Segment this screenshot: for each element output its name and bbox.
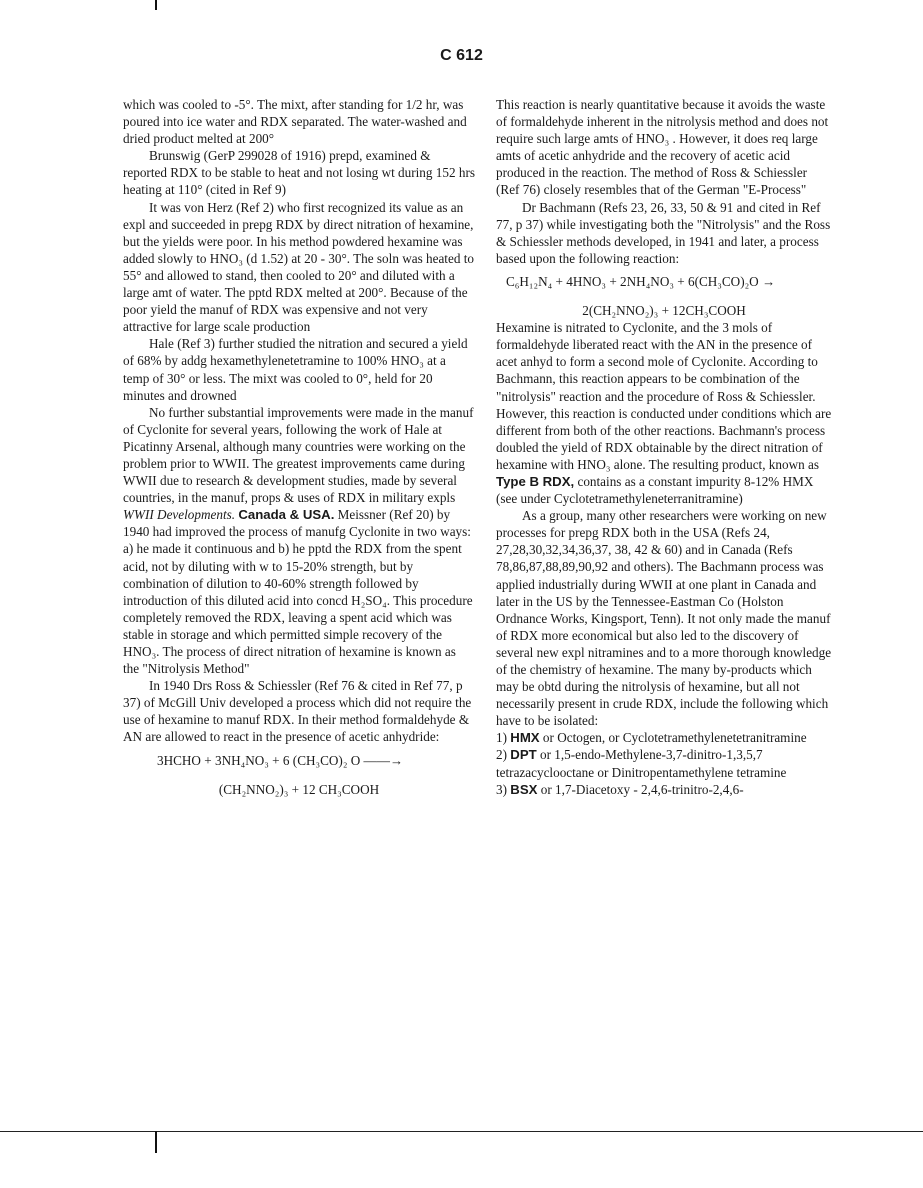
paragraph xyxy=(496,319,832,507)
list-item-text: or 1,5-endo-Methylene-3,7-dinitro-1,3,5,7 tetrazacyclooctane or Dinitropentamethylene tetramine xyxy=(496,747,787,780)
paragraph-body: Meissner (Ref 20) by 1940 had improved the process of manufg Cyclonite in two ways: a) he made it continuous and b) he pptd the RDX from the spent acid, not by diluting with w to 15-20% strength, but by combination of dilution to 40-60% strength followed by introduction of this diluted acid into concd H₂SO₄. This procedure completely removed the RDX, leaving a spent acid which was stable in storage and which permitted simple recovery of the HNO₃. The process of direct nitration of hexamine is known as the "Nitrolysis Method" xyxy=(123,507,473,677)
list-item xyxy=(496,781,832,798)
equation-line: 3HCHO + 3NH₄NO₃ + 6 (CH₃CO)₂ O ——→ xyxy=(157,752,404,768)
paragraph: Brunswig (GerP 299028 of 1916) prepd, examined & reported RDX to be stable to heat and not losing wt during 152 hrs heating at 110° (cited in Ref 9) xyxy=(123,148,475,198)
paragraph: Dr Bachmann (Refs 23, 26, 33, 50 & 91 and cited in Ref 77, p 37) while investigating both the "Nitrolysis" and the Ross & Schiessler methods developed, in 1941 and later, a process based upon the following reaction: xyxy=(496,199,831,266)
bottom-rule xyxy=(0,1131,923,1132)
section-paragraph xyxy=(123,506,475,677)
equation-line: (CH₂NNO₂)₃ + 12 CH₃COOH xyxy=(218,781,380,797)
list-number: 1) xyxy=(496,730,507,746)
paragraph: Hale (Ref 3) further studied the nitration and secured a yield of 68% by addg hexamethylenetetramine to 100% HNO₃ at a temp of 30° or less. The mixt was cooled to 0°, held for 20 minutes and drowned xyxy=(123,336,468,403)
page-number: C 612 xyxy=(440,47,483,64)
compound-name: DPT xyxy=(510,747,537,763)
paragraph: It was von Herz (Ref 2) who first recognized its value as an expl and succeeded in prepg RDX by direct nitration of hexamine, but the yields were poor. In his method powdered hexamine was added slowly to HNO₃ (d 1.52) at 20 - 30°. The soln was heated to 55° and allowed to stand, then cooled to 20° and diluted with a large amt of water. The pptd RDX melted at 200°. Because of the poor yield the manuf of RDX was expensive and not very attractive for large scale production xyxy=(123,199,474,335)
list-item-text: or 1,7-Diacetoxy - 2,4,6-trinitro-2,4,6- xyxy=(540,781,744,797)
right-column xyxy=(496,96,832,798)
paragraph-body: Hexamine is nitrated to Cyclonite, and the 3 mols of formaldehyde liberated react with the AN in the presence of acet anhyd to form a second mole of Cyclonite. According to Bachmann, this reaction appears to be combination of the "nitrolysis" reaction and the procedure of Ross & Schiessler. However, this reaction is conducted under conditions which are different from both of the other reactions. Bachmann's process doubled the yield of RDX obtainable by the direct nitration of hexamine with HNO₃ alone. The resulting product, known as xyxy=(496,320,832,472)
compound-name: HMX xyxy=(510,730,540,746)
list-item xyxy=(496,729,832,746)
equation-line: 2(CH₂NNO₂)₃ + 12CH₃COOH xyxy=(582,303,746,319)
subsection-heading: Canada & USA. xyxy=(238,507,335,523)
paragraph: This reaction is nearly quantitative because it avoids the waste of formaldehyde inherent in the nitrolysis method and does not require such large amts of HNO₃ . However, it does req large amts of acetic anhydride and the recovery of acetic acid produced in the reaction. The method of Ross & Schiessler (Ref 76) closely resembles that of the German "E-Process" xyxy=(496,97,829,198)
product-term: Type B RDX, xyxy=(496,473,575,489)
paragraph: As a group, many other researchers were working on new processes for prepg RDX both in the USA (Refs 24, 27,28,30,32,34,36,37, 38, 42 & 60) and in Canada (Refs 78,86,87,88,89,90,92 and others). The Bachmann process was applied industrially during WWII at one plant in Canada and later in the US by the Tennessee-Eastman Co (Holston Ordnance Works, Kingsport, Tenn). It not only made the manuf of RDX more economical but also led to the discovery of several new expl nitramines and to a more thorough knowledge of the chemistry of hexamine. The many by-products which may be obtd during the nitrolysis of hexamine, but all not necessarily present in crude RDX, include the following which have to be isolated: xyxy=(496,508,832,729)
list-item-text: or Octogen, or Cyclotetramethylenetetranitramine xyxy=(542,730,807,746)
section-heading: WWII Developments. xyxy=(123,507,236,523)
paragraph: In 1940 Drs Ross & Schiessler (Ref 76 & cited in Ref 77, p 37) of McGill Univ developed a process which did not require the use of hexamine to manuf RDX. In their method formaldehyde & AN are allowed to react in the presence of acetic anhydride: xyxy=(123,678,472,745)
list-item xyxy=(496,746,832,780)
crop-mark-top xyxy=(155,0,157,10)
paragraph: which was cooled to -5°. The mixt, after standing for 1/2 hr, was poured into ice water and RDX separated. The water-washed and dried product melted at 200° xyxy=(123,97,467,147)
equation-line: C₆H₁₂N₄ + 4HNO₃ + 2NH₄NO₃ + 6(CH₃CO)₂O → xyxy=(506,273,776,289)
paragraph: No further substantial improvements were made in the manuf of Cyclonite for several years, following the work of Hale at Picatinny Arsenal, although many countries were working on the problem prior to WWII. The greatest improvements came during WWII due to research & development studies, made by several countries, in the manuf, props & uses of RDX in military expls xyxy=(123,404,474,506)
crop-mark-bottom xyxy=(155,1131,157,1153)
list-number: 2) xyxy=(496,747,507,763)
left-column xyxy=(123,96,475,798)
compound-name: BSX xyxy=(510,781,538,797)
paragraph-body: contains as a constant impurity 8-12% HMX (see under Cyclotetramethyleneterranitramine) xyxy=(496,473,814,507)
list-number: 3) xyxy=(496,781,507,797)
